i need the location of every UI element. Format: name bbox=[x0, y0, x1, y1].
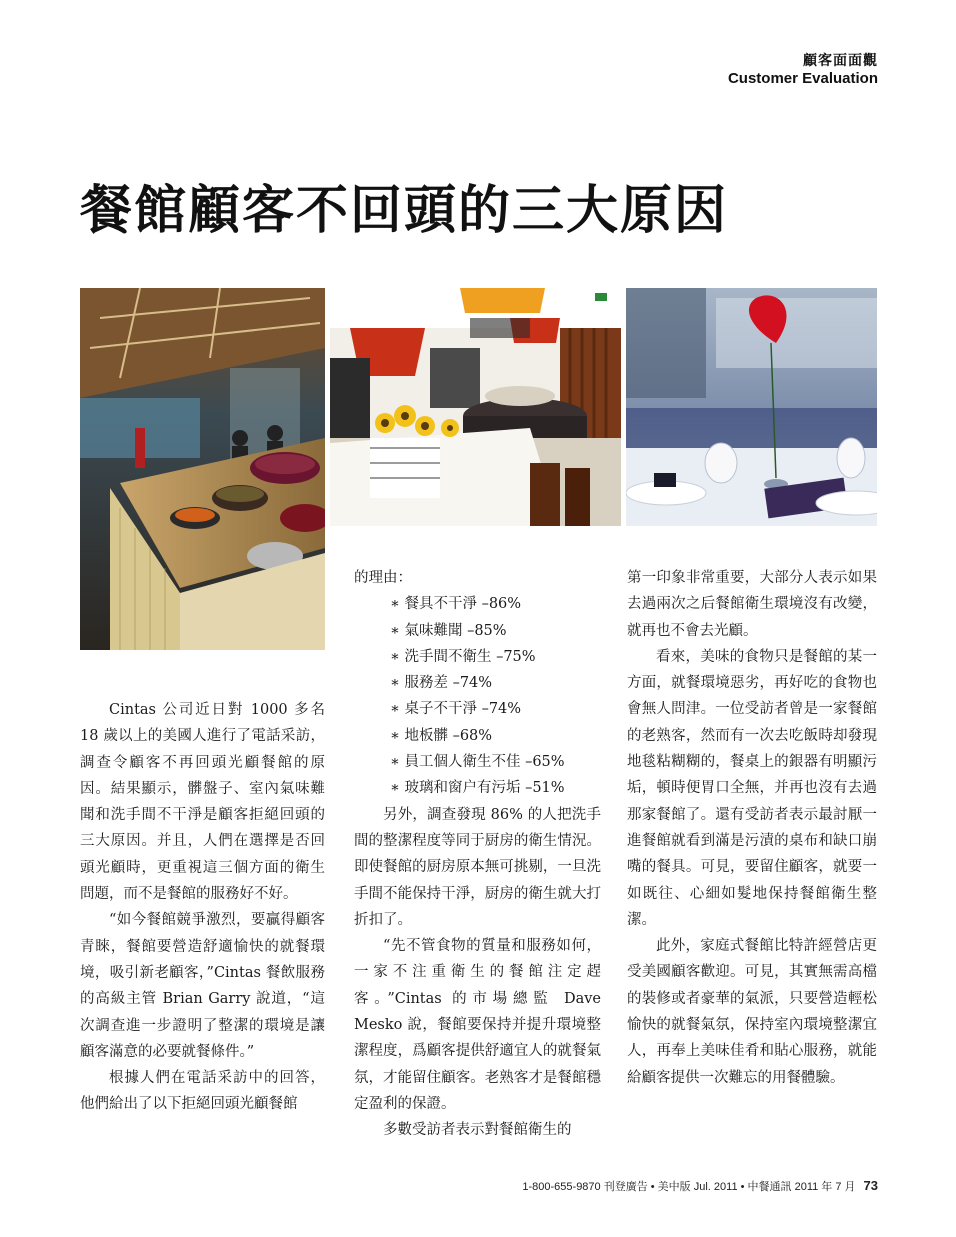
restaurant-interior-photo bbox=[330, 288, 621, 526]
article-title: 餐館顧客不回頭的三大原因 bbox=[80, 180, 729, 241]
paragraph: 第一印象非常重要，大部分人表示如果去過兩次之后餐館衛生環境沒有改變，就再也不會去光顧。 bbox=[627, 570, 877, 639]
paragraph: 看來，美味的食物只是餐館的某一方面，就餐環境惡劣，再好吃的食物也會無人問津。一位受訪者曾是一家餐館的老熟客，然而有一次去吃飯時却發現地毯粘糊糊的，餐桌上的銀器有明顯污垢，頓時便胃口全無，并再也沒有去過那家餐館了。還有受訪者表示最討厭一進餐館就看到滿是污漬的桌布和缺口崩嘴的餐具。可見，要留住顧客，就要一如既往、心細如髮地保持餐館衛生整潔。 bbox=[627, 648, 877, 928]
paragraph: 根據人們在電話采訪中的回答，他們給出了以下拒絕回頭光顧餐館 bbox=[80, 1070, 325, 1113]
list-item: ∗ 員工個人衛生不佳 –65% bbox=[390, 749, 601, 775]
section-title-english: Customer Evaluation bbox=[727, 70, 878, 87]
table-setting-photo bbox=[626, 288, 877, 526]
page-footer bbox=[522, 1178, 878, 1194]
list-item: ∗ 服務差 –74% bbox=[390, 670, 601, 696]
list-item: ∗ 桌子不干淨 –74% bbox=[390, 696, 601, 722]
page-number: 73 bbox=[863, 1178, 878, 1193]
footer-text: 1-800-655-9870 刊登廣告 • 美中版 Jul. 2011 • 中餐通訊 2011 年 7 月 bbox=[522, 1181, 856, 1193]
list-item: ∗ 玻璃和窗户有污垢 –51% bbox=[390, 775, 601, 801]
list-item: ∗ 餐具不干淨 –86% bbox=[390, 591, 601, 617]
paragraph: 多數受訪者表示對餐館衛生的 bbox=[383, 1122, 572, 1139]
article-column-3 bbox=[627, 565, 877, 1091]
article-column-2 bbox=[354, 565, 601, 1144]
paragraph: Cintas 公司近日對 1000 多名 18 歲以上的美國人進行了電話采訪，調查令顧客不再回頭光顧餐館的原因。結果顯示，髒盤子、室內氣味難聞和洗手間不干淨是顧客拒絕回頭的三大原因。并且，人們在選擇是否回頭光顧時，更重視這三個方面的衛生問題，而不是餐館的服務好不好。 bbox=[80, 702, 325, 903]
article-column-1 bbox=[80, 697, 325, 1118]
list-item: ∗ 洗手間不衛生 –75% bbox=[390, 644, 601, 670]
section-title-chinese: 顧客面面觀 bbox=[803, 53, 878, 69]
reasons-list bbox=[354, 591, 601, 801]
paragraph: “先不管食物的質量和服務如何，一家不注重衛生的餐館注定趕客。”Cintas 的市場總監 Dave Mesko 說，餐館要保持并提升環境整潔程度，爲顧客提供舒適宜人的就餐氣氛，才能留住顧客。老熟客才是餐館穩定盈利的保證。 bbox=[354, 938, 601, 1112]
buffet-photo bbox=[80, 288, 325, 650]
paragraph: 此外，家庭式餐館比特許經營店更受美國顧客歡迎。可見，其實無需高檔的裝修或者豪華的氣派，只要營造輕松愉快的就餐氣氛，保持室內環境整潔宜人，再奉上美味佳肴和貼心服務，就能給顧客提供一次難忘的用餐體驗。 bbox=[627, 938, 877, 1086]
list-item: ∗ 氣味難聞 –85% bbox=[390, 618, 601, 644]
paragraph: “如今餐館競爭激烈，要贏得顧客青睞，餐館要營造舒適愉快的就餐環境，吸引新老顧客，”Cintas 餐飲服務的高級主管 Brian Garry 說道，“這次調查進一步證明了整潔的環境是讓顧客滿意的必要就餐條件。” bbox=[80, 912, 325, 1060]
paragraph: 另外，調查發現 86% 的人把洗手間的整潔程度等同于厨房的衛生情況。即使餐館的厨房原本無可挑剔，一旦洗手間不能保持干淨，厨房的衛生就大打折扣了。 bbox=[354, 806, 601, 928]
paragraph: 的理由： bbox=[354, 570, 412, 586]
list-item: ∗ 地板髒 –68% bbox=[390, 723, 601, 749]
